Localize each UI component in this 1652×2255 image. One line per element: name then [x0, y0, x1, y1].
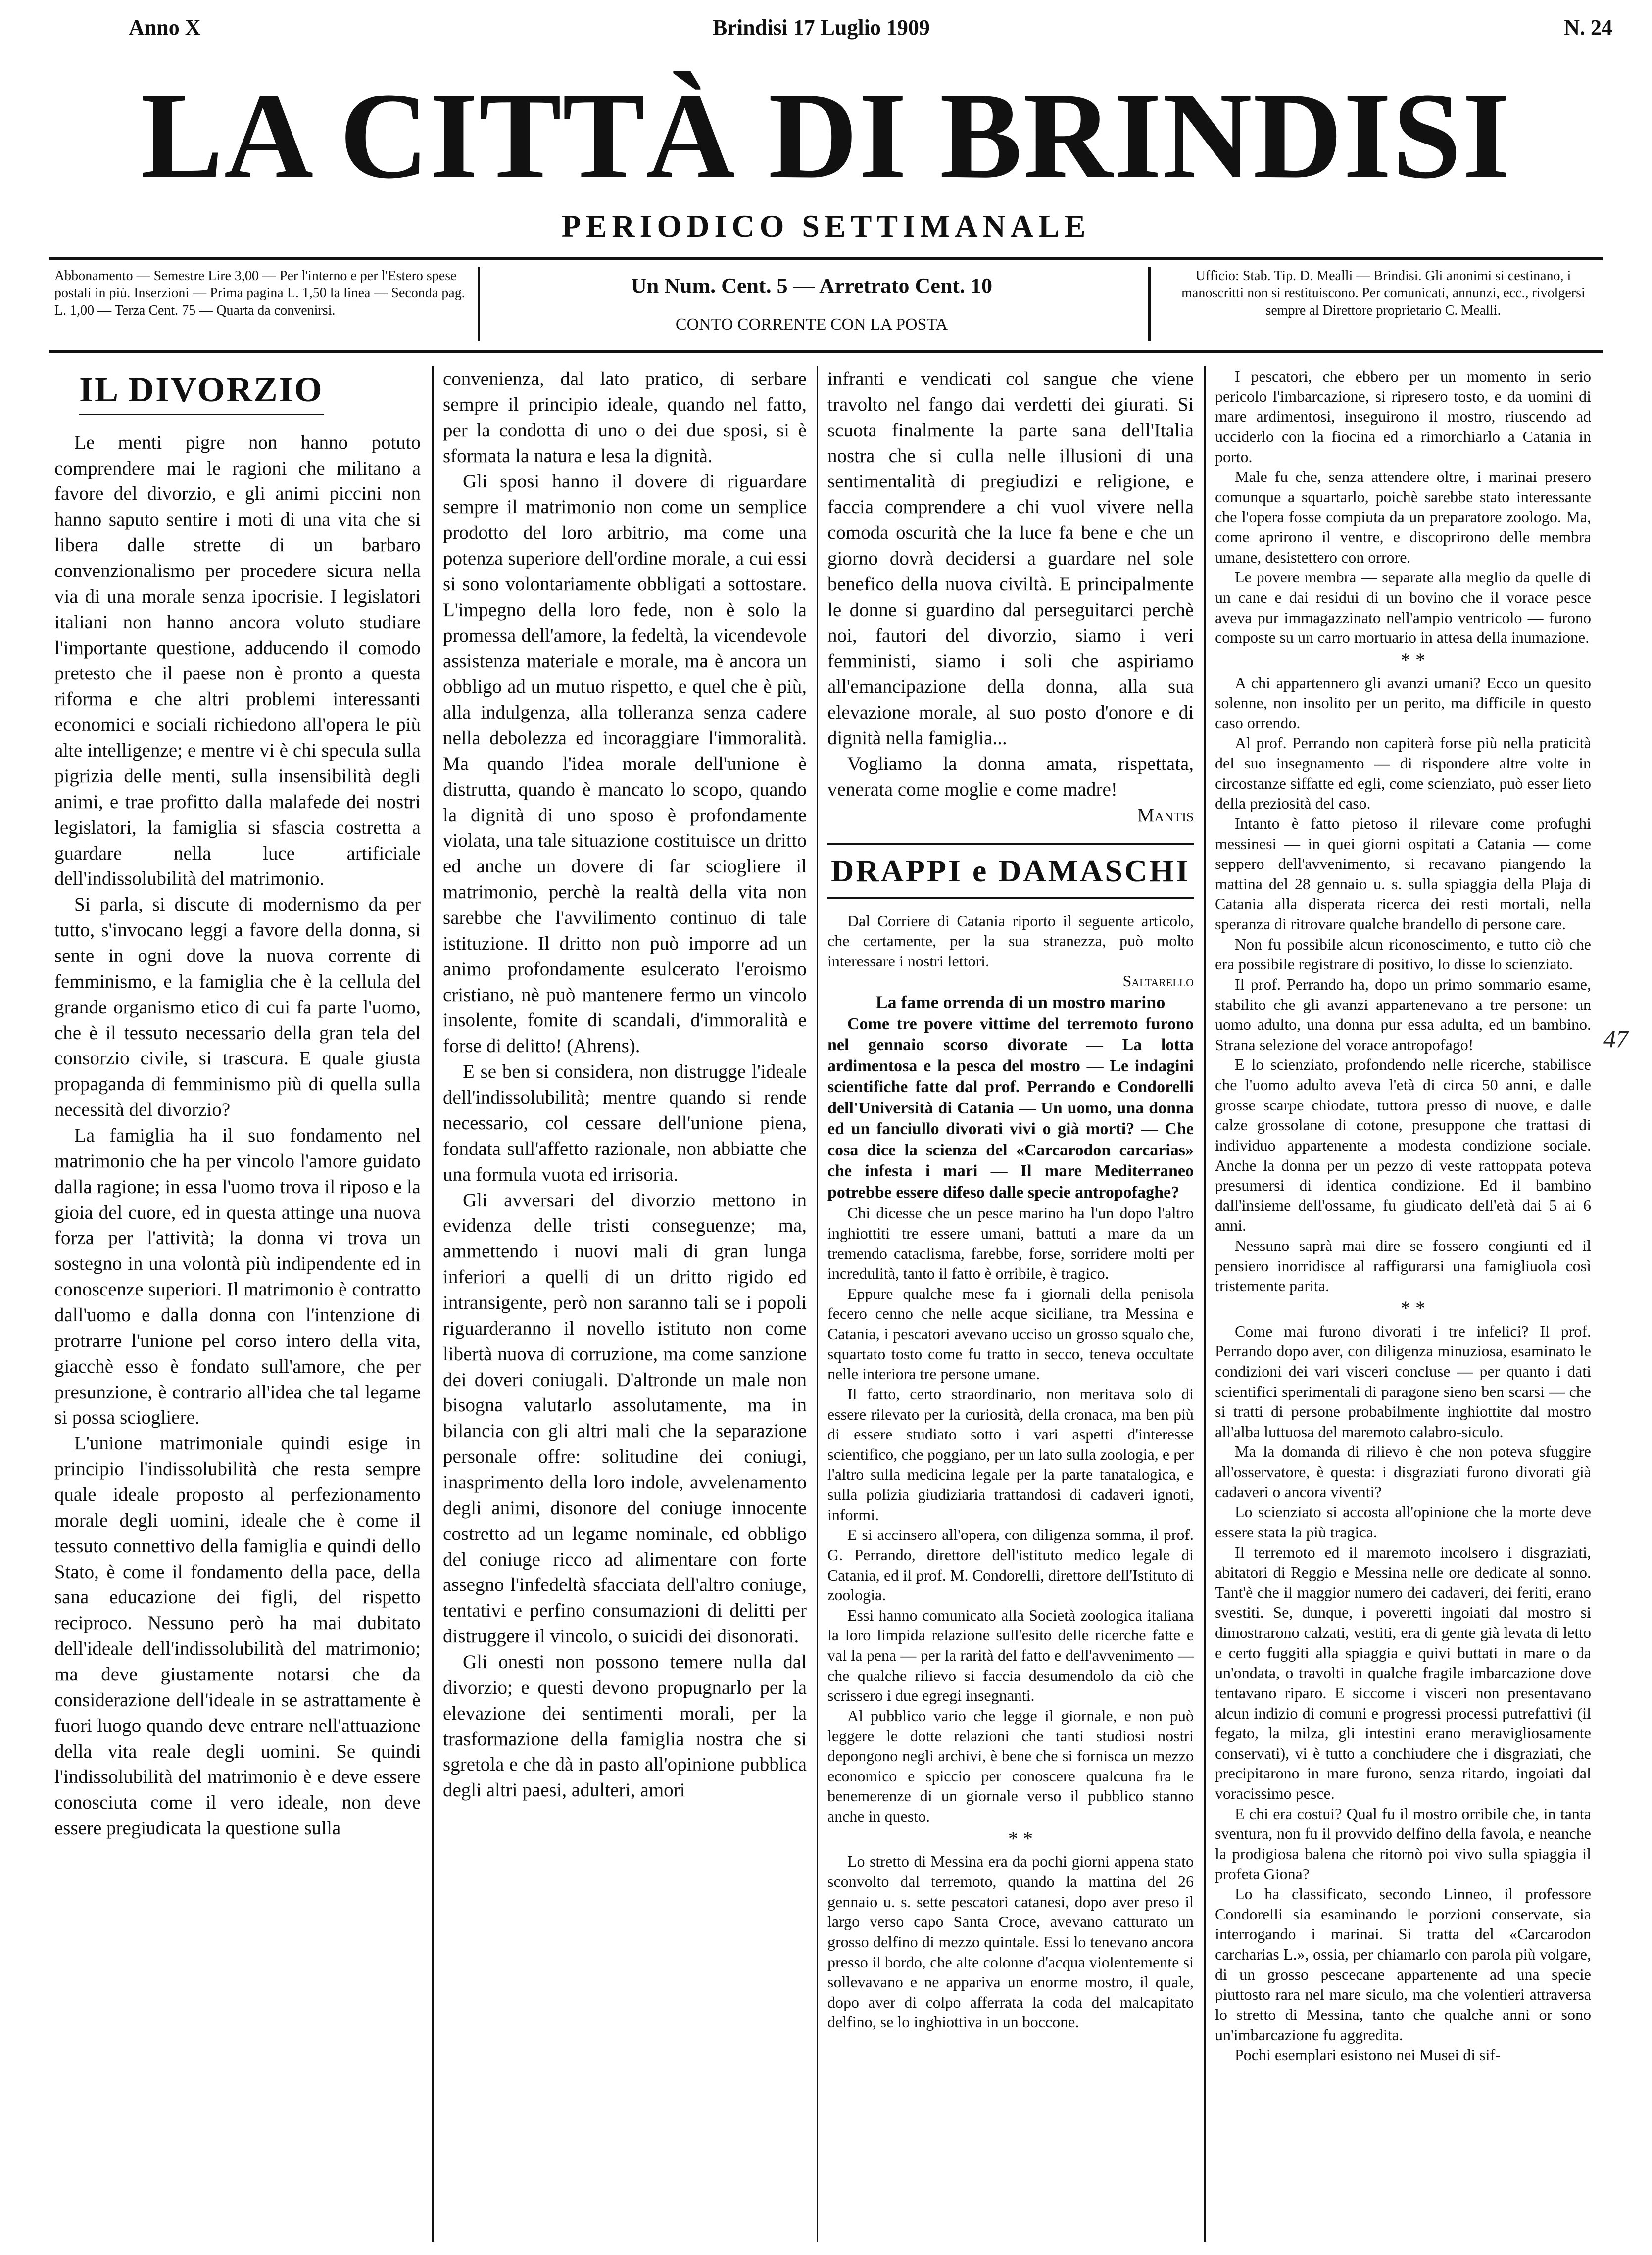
- col3-paragraph: Eppure qualche mese fa i giornali della penisola fecero cenno che nelle acque siciliane, tra Messina e Catania, i pescatori avevano ucciso un grosso squalo che, squartato tosto come fu tratto in secco, teneva occultate nelle interiora tre persone umane.: [827, 1284, 1194, 1383]
- col3-paragraph: Lo stretto di Messina era da pochi giorni appena stato sconvolto dal terremoto, quando la mattina del 26 gennaio u. s. sette pescatori catanesi, dopo aver preso il largo verso capo Santa Croce, avevano catturato un grosso delfino di mezzo quintale. Essi lo tenevano ancora presso il bordo, che alte colonne d'acqua violentemente si sollevavano e ne appariva un enorme mostro, il quale, dopo aver di colpo afferrata la coda del malcapitato delfino, se lo inghiottiva in un boccone.: [827, 1852, 1194, 2031]
- col1-paragraph: La famiglia ha il suo fondamento nel matrimonio che ha per vincolo l'amore guidato dalla ragione; in essa l'uomo trova il riposo e la gioia del cuore, ed in questa attinge una nuova forza per l'attività; la donna vi trova un sostegno in una volontà più indipendente ed in conoscenze superiori. Il matrimonio è contratto dall'uomo e dalla donna con l'intenzione di protrarre l'unione pel corso intero della vita, giacchè esso è fondato sull'amore, che per presunzione, è contrario all'idea che tal legame si possa sciogliere.: [54, 1124, 421, 1429]
- article-subhead: La fame orrenda di un mostro marino: [875, 992, 1166, 1012]
- col4-paragraph: Male fu che, senza attendere oltre, i marinai presero comunque a squartarlo, poichè sarebbe stato interessante che l'opera fosse compiuta da un preparatore zoologo. Ma, come aprirono il ventre, e discoprirono delle membra umane, desistettero con orrore.: [1215, 468, 1591, 566]
- col3-paragraph: infranti e vendicati col sangue che viene travolto nel fango dai verdetti dei giurati. Si scuota finalmente la parte sana dell'Italia nostra che si culla nelle illusioni di una sentimentalità di pregiudizi e religione, e faccia comprendere a chi vuol vivere nella comoda oscurità che la luce fa bene e che un giorno dovrà decidersi a guardare nel sole benefico della nuova civiltà. E principalmente le donne si guardino dal perseguitarci perchè noi, fautori del divorzio, siamo i veri femministi, siamo i soli che aspiriamo all'emancipazione della donna, alla sua elevazione morale, al suo posto d'onore e di dignità nella famiglia...: [827, 368, 1194, 749]
- article-headline-drappi: DRAPPI e DAMASCHI: [827, 843, 1194, 899]
- col4-paragraph: Ma la domanda di rilievo è che non poteva sfuggire all'osservatore, è questa: i disgraziati furono divorati già cadaveri o ancora viventi?: [1215, 1442, 1591, 1501]
- col1-paragraph: Si parla, si discute di modernismo da per tutto, s'invocano leggi a favore della donna, si sente in ogni dove la nuova corrente di femminismo, e la famiglia che è la cellula del grande organismo etico di cui fa parte l'uomo, che è il tessuto necessario della gran tela del consorzio civile, si trascura. E quale giusta propaganda di femminismo più di quella sulla necessità del divorzio?: [54, 894, 421, 1121]
- column-divider-2: [817, 366, 818, 2242]
- info-divider-left: [478, 267, 480, 341]
- col2-paragraph: Gli avversari del divorzio mettono in evidenza delle tristi conseguenze; ma, ammettendo i nuovi mali di gran lunga inferiori a quelli di un dritto rigido ed intransigente, però non saranno tali se i popoli riguarderanno il novello istituto non come libertà nuova di corruzione, ma come sanzione dei doveri coniugali. D'altronde un male non bisogna valutarlo assolutamente, ma in bilancia con gli altri mali che la separazione personale offre: solitudine dei coniugi, inasprimento della loro indole, avvelenamento degli animi, disonore del coniuge innocente costretto ad un legame nominale, ed obbligo del coniuge ricco ad alimentare con forte assegno l'infedeltà sfacciata dell'altro coniuge, tentativi e perfino consumazioni di delitti per distruggere il vincolo, o suicidi dei disonorati.: [443, 1189, 807, 1647]
- col4-paragraph: Intanto è fatto pietoso il rilevare come profughi messinesi — in quei giorni ospitati a Catania — come seppero dell'avvenimento, si recavano piangendo la mattina del 28 gennaio u. s. sulla spiaggia della Plaja di Catania alla disperata ricerca dei resti mortali, nella speranza di ritrovare qualche brandello di persone care.: [1215, 814, 1591, 933]
- summary-paragraph: Come tre povere vittime del terremoto furono nel gennaio scorso divorate — La lotta ardimentosa e la pesca del mostro — Le indagini scientifiche fatte dal prof. Perrando e Condorelli dell'Università di Catania — Un uomo, una donna ed un fanciullo divorati vivi o già morti? — Che cosa dice la scienza del «Carcarodon carcarias» che infesta i mari — Il mare Mediterraneo potrebbe essere difeso dalle specie antropofaghe?: [827, 1014, 1194, 1201]
- masthead-title: LA CITTÀ DI BRINDISI: [141, 67, 1511, 204]
- col3-paragraph: E si accinsero all'opera, con diligenza somma, il prof. G. Perrando, direttore dell'istituto medico legale di Catania, ed il prof. M. Condorelli, direttore dell'Istituto di zoologia.: [827, 1526, 1194, 1604]
- col4-paragraph: Il prof. Perrando ha, dopo un primo sommario esame, stabilito che gli avanzi appartenevano a tre persone: un uomo adulto, una donna pur essa adulta, ed un bambino. Strana selezione del vorace antropofago!: [1215, 975, 1591, 1054]
- price-label: Un Num. Cent. 5 — Arretrato Cent. 10: [631, 274, 992, 298]
- postal-account-label: CONTO CORRENTE CON LA POSTA: [675, 315, 948, 334]
- col3-paragraph: Chi dicesse che un pesce marino ha l'un dopo l'altro inghiottiti tre essere umani, battuti a mare da un tremendo cataclisma, farebbe, forse, sorridere molti per incredulità, tanto il fatto è orribile, è tragico.: [827, 1204, 1194, 1283]
- col2-paragraph: Gli sposi hanno il dovere di riguardare sempre il matrimonio non come un semplice prodotto del loro arbitrio, ma come una potenza superiore dell'ordine morale, a cui essi si sono volontariamente obbligati a sottostare. L'impegno della loro fede, non è solo la promessa dell'amore, la fedeltà, la vicendevole assistenza materiale e morale, ma è ancora un obbligo ad un mutuo rispetto, e quel che è più, alla indulgenza, alla tolleranza senza cadere nella debolezza ed incoraggiare l'immoralità. Ma quando l'idea morale dell'unione è distrutta, quando è mancato lo scopo, quando la dignità di uno sposo è profondamente violata, una tale situazione costituisce un dritto ed anche un dovere di far sciogliere il matrimonio, perchè la realtà della vita non sarebbe che l'avvilimento continuo di tale istituzione. Il dritto non può imporre ad un animo profondamente esulcerato l'eroismo cristiano, nè può mantenere fermo un vincolo insolente, fomite di scandali, d'immoralità e forse di delitto! (Ahrens).: [443, 471, 807, 1057]
- info-box-right: Ufficio: Stab. Tip. D. Mealli — Brindisi. Gli anonimi si cestinano, i manoscritti non si restituiscono. Per comunicati, annunzi, ecc., rivolgersi sempre al Direttore proprietario C. Mealli.: [1181, 268, 1585, 318]
- info-box-center: [490, 267, 1133, 341]
- city-date: Brindisi 17 Luglio 1909: [713, 15, 930, 40]
- column-divider-1: [432, 366, 434, 2242]
- col4-paragraph: E lo scienziato, profondendo nelle ricerche, stabilisce che l'uomo adulto aveva l'età di circa 50 anni, e dalle grosse scarpe chiodate, tuttora presso di nuove, e dalle calze grossolane di cotone, presuppone che trattasi di individuo appartenente a modesta condizione sociale. Anche la donna per un pezzo di veste rattoppata poteva presumersi di identica condizione. Ed il bambino dall'insieme dell'ossame, fu giudicato dell'età dai 5 ai 6 anni.: [1215, 1056, 1591, 1235]
- col4-paragraph: E chi era costui? Qual fu il mostro orribile che, in tanta sventura, non fu il provvido delfino della favola, e neanche la prodigiosa balena che ritornò poi vivo sulla spiaggia il profeta Giona?: [1215, 1804, 1591, 1883]
- dateline: [129, 15, 1612, 45]
- section-stars: * *: [1008, 1827, 1033, 1850]
- bottom-rule: [49, 350, 1603, 353]
- col1-paragraph: Le menti pigre non hanno potuto comprendere mai le ragioni che militano a favore del divorzio, e gli animi piccini non hanno saputo sentire i moti di una vita che si libera dalle strette di un barbaro convenzionalismo per procedere sicura nella via di una morale senza ipocrisie. I legislatori italiani non hanno ancora voluto studiare l'importante questione, adducendo il comodo pretesto che il paese non è pronto a questa riforma e che altri problemi interessanti economici e sociali richiedono all'opera le più alte intelligenze; e mentre vi è chi specula sulla pigrizia delle menti, sulla insensibilità degli animi, e trae profitto dalla malafede dei nostri legislatori, la famiglia si sfascia costretta a guardare nella luce artificiale dell'indissolubilità del matrimonio.: [54, 432, 421, 890]
- col2-paragraph: E se ben si considera, non distrugge l'ideale dell'indissolubilità; mentre quando si rende necessario, col cessare dell'unione piena, fondata sull'affetto razionale, non abbiatte che una formula vuota ed irrisoria.: [443, 1061, 807, 1185]
- col3-paragraph: Al pubblico vario che legge il giornale, e non può leggere le dotte relazioni che tanti studiosi nostri depongono negli archivi, è bene che si fornisca un mezzo economico e spiccio per conoscere qualcuna fra le benemerenze di un giornale verso il pubblico stanno anche in questo.: [827, 1706, 1194, 1825]
- col4-paragraph: Le povere membra — separate alla meglio da quelle di un cane e dai residui di un bovino che il vorace pesce aveva pur immagazzinato nell'ampio ventricolo — furono composte su un carro mortuario in attesa della inumazione.: [1215, 568, 1591, 647]
- issue-number: N. 24: [1564, 15, 1612, 40]
- col4-paragraph: Nessuno saprà mai dire se fossero congiunti ed il pensiero inorridisce al raffigurarsi una famigliuola così tristemente parita.: [1215, 1237, 1591, 1295]
- info-box-left: Abbonamento — Semestre Lire 3,00 — Per l'interno e per l'Estero spese postali in più. Inserzioni — Prima pagina L. 1,50 la linea — Seconda pag. L. 1,00 — Terza Cent. 75 — Quarta da convenirsi.: [54, 268, 465, 318]
- col1-paragraph: L'unione matrimoniale quindi esige in principio l'indissolubilità che resta sempre quale ideale proposto al perfezionamento morale degli uomini, ideale che è come il tessuto connettivo della famiglia e quindi dello Stato, è come il fondamento della pace, della sana educazione dei figli, del rispetto reciproco. Nessuno però ha mai dubitato dell'ideale dell'indissolubilità del matrimonio; ma deve giustamente notarsi che da considerazione dell'ideale in se astrattamente è fuori luogo quando deve entrare nell'attuazione della vita reale degli uomini. Se quindi l'indissolubilità del matrimonio è e deve essere conosciuta come il vero ideale, non deve essere pregiudicata la questione sulla: [54, 1433, 421, 1839]
- col4-paragraph: A chi appartennero gli avanzi umani? Ecco un quesito solenne, non insolito per un perito, ma difficile in questo caso orrendo.: [1215, 673, 1591, 732]
- col4-paragraph: Lo scienziato si accosta all'opinione che la morte deve essere stata la più tragica.: [1215, 1503, 1591, 1541]
- column-2: [443, 366, 807, 2242]
- section-stars: * *: [1401, 648, 1425, 671]
- column-divider-3: [1204, 366, 1206, 2242]
- col4-paragraph: Lo ha classificato, secondo Linneo, il professore Condorelli sia esaminando le porzioni conservate, sia interrogando i marinai. Si tratta del «Carcarodon carcharias L.», ossia, per chiamarlo con parola più volgare, di un grosso pescecane appartenente ad una specie piuttosto rara nel mare siculo, ma che volentieri attraversa lo stretto di Messina, tanto che qualche anni or sono un'imbarcazione fu aggredita.: [1215, 1885, 1591, 2044]
- col4-paragraph: Non fu possibile alcun riconoscimento, e tutto ciò che era possibile registrare di positivo, lo disse lo scienziato.: [1215, 935, 1591, 973]
- col2-paragraph: Gli onesti non possono temere nulla dal divorzio; e questi devono propugnarlo per la elevazione dei sentimenti morali, per la trasformazione della famiglia nostra che si sgretola e che dà in pasto all'opinione pubblica degli altri paesi, adulteri, amori: [443, 1651, 807, 1801]
- col3-paragraph: Essi hanno comunicato alla Società zoologica italiana la loro limpida relazione sull'esito delle ricerche fatte e val la pena — per la rarità del fatto e dell'avvenimento — che qualche rilievo si faccia desumendolo da ciò che scrissero i due egregi insegnanti.: [827, 1606, 1194, 1705]
- col2-paragraph: convenienza, dal lato pratico, di serbare sempre il principio ideale, quando nel fatto, per la condotta di uno o dei due sposi, si è sformata la natura e lesa la dignità.: [443, 368, 807, 467]
- col3-paragraph: Vogliamo la donna amata, rispettata, venerata come moglie e come madre!: [827, 753, 1194, 800]
- col4-paragraph: Il terremoto ed il maremoto incolsero i disgraziati, abitatori di Reggio e Messina nelle ore dedicate al sonno. Tant'è che il maggior numero dei cadaveri, dei feriti, erano svestiti. Se, dunque, i poveretti ingoiati dal mostro si dimostrarono calzati, vestiti, era di gente già levata di letto e certo fuggiti alla spiaggia e quivi buttati in mare o da un'ondata, o travolti in qualche fragile imbarcazione dove tentavano riparo. E siccome i visceri non presentavano alcun indizio di comuni e progressi processi putrefattivi (il fegato, la milza, gli intestini erano meravigliosamente conservati), vi è tutto a conchiudere che i disgraziati, che precipitarono in mare furono, senza ritardo, ingoiati dal voracissimo pesce.: [1215, 1543, 1591, 1803]
- author-signature: Mantis: [1137, 804, 1194, 826]
- year-label: Anno X: [129, 15, 201, 40]
- intro-paragraph: Dal Corriere di Catania riporto il seguente articolo, che certamente, per la sua stranezza, può molto interessare i nostri lettori.: [827, 912, 1194, 970]
- col4-paragraph: I pescatori, che ebbero per un momento in serio pericolo l'imbarcazione, si ripresero tosto, e da uomini di mare ardimentosi, inseguirono il mostro, riuscendo ad ucciderlo con la fiocina ed a rimorchiarlo a Catania in porto.: [1215, 367, 1591, 466]
- author-signature: Saltarello: [1122, 972, 1194, 990]
- handwritten-page-number: 47: [1603, 1025, 1628, 1053]
- top-rule: [49, 257, 1603, 260]
- col4-paragraph: Al prof. Perrando non capiterà forse più nella praticità del suo insegnamento — di rispondere altre volte in circostanze siffatte ed egli, come scienziato, può esser lieto della preziosità del caso.: [1215, 734, 1591, 813]
- column-4: [1215, 366, 1591, 2242]
- col3-paragraph: Il fatto, certo straordinario, non meritava solo di essere rilevato per la curiosità, della cronaca, ma ben più di essere studiato sotto i vari aspetti d'interesse scientifico, che poggiano, per un lato sulla zoologia, e per l'altro sulla medicina legale per la parte tanatalogica, e sulla polizia giudiziaria trattandosi di cadaveri ignoti, informi.: [827, 1385, 1194, 1524]
- section-stars: * *: [1401, 1296, 1425, 1319]
- column-3: [827, 366, 1194, 2242]
- info-divider-right: [1148, 267, 1151, 341]
- col3-small-text: [827, 911, 1194, 2033]
- column-1: [54, 366, 421, 2242]
- col4-paragraph: Come mai furono divorati i tre infelici? Il prof. Perrando dopo aver, con diligenza minuziosa, esaminato le condizioni dei vari visceri concluse — per quanto i dati scientifici sperimentali di paragone sieno ben scarsi — che si tratti di persone probabilmente inghiottite dal mostro all'alba luttuosa del maremoto calabro-siculo.: [1215, 1322, 1591, 1440]
- col4-paragraph: Pochi esemplari esistono nei Musei di sif-: [1235, 2046, 1501, 2064]
- masthead-subtitle: PERIODICO SETTIMANALE: [561, 208, 1091, 243]
- article-headline-divorzio: IL DIVORZIO: [79, 366, 324, 415]
